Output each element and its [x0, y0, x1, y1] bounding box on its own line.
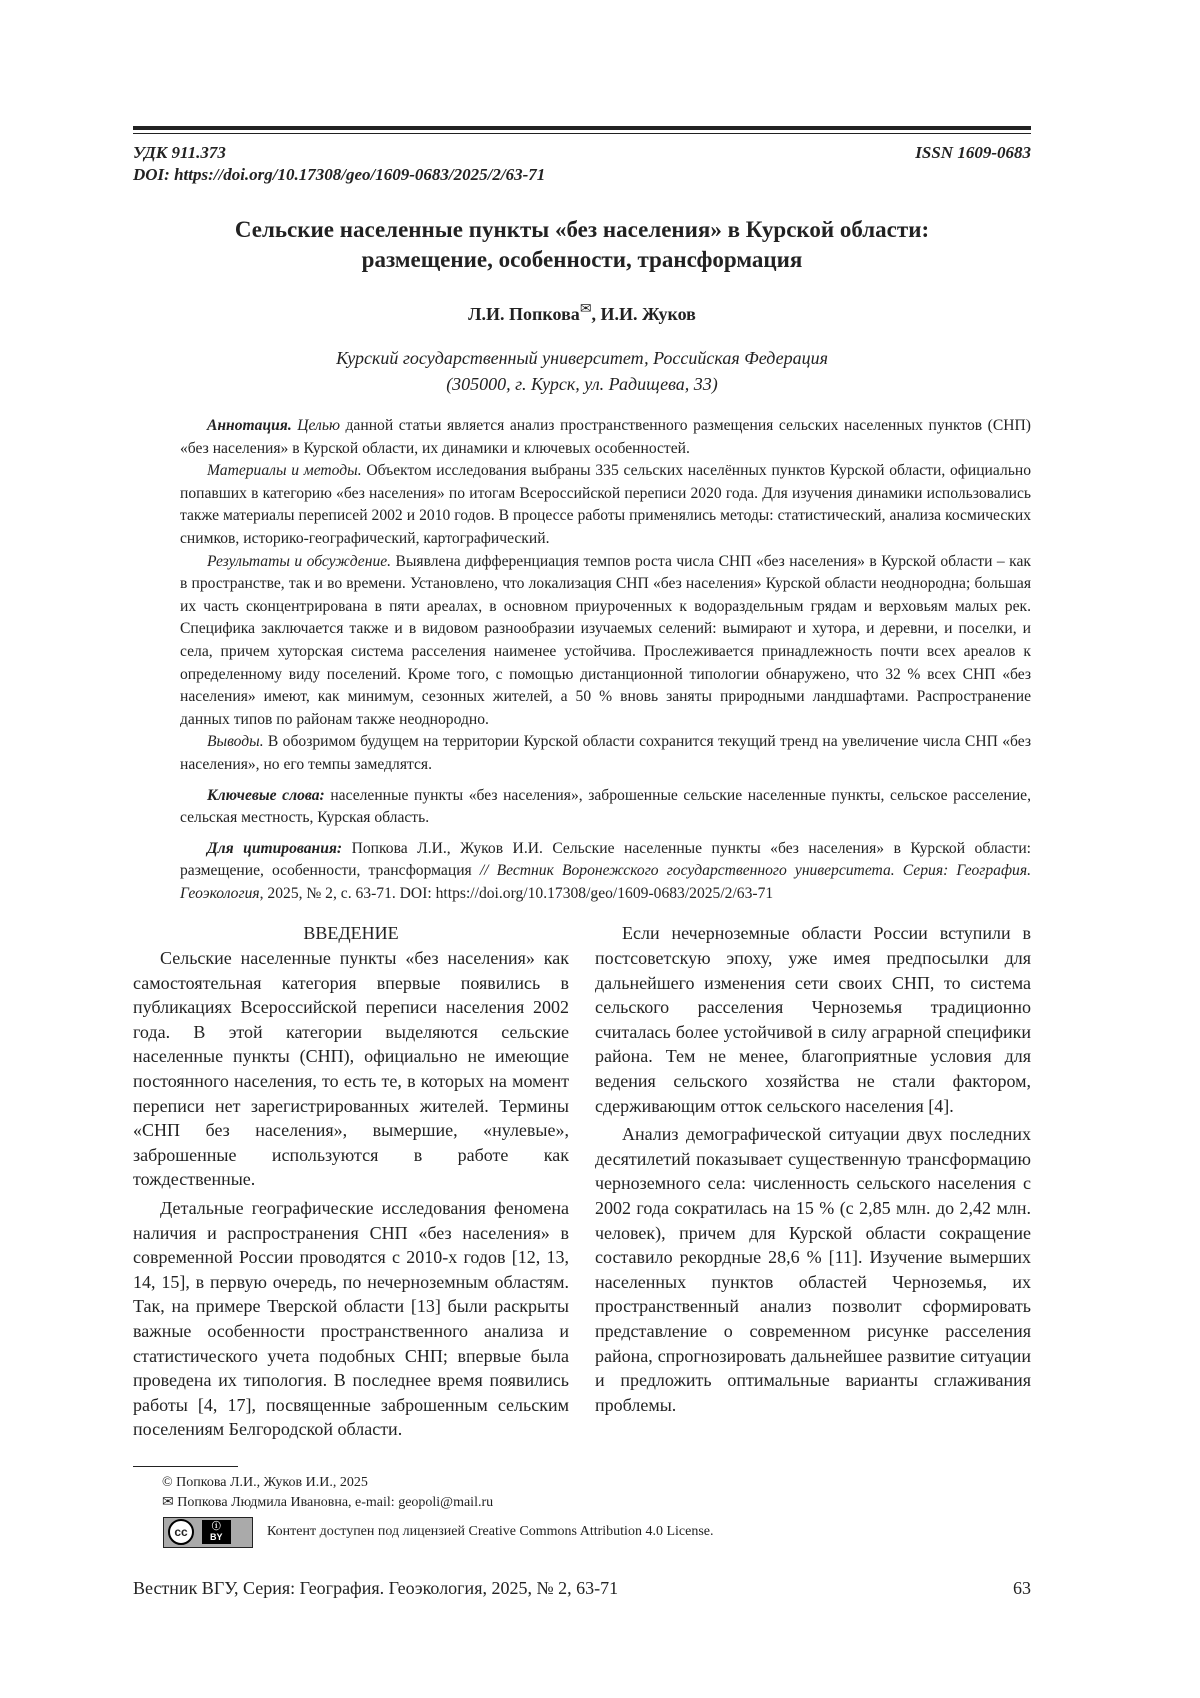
title-line-1: Сельские населенные пункты «без населения» в Курской области:: [133, 215, 1031, 245]
paragraph: Детальные географические исследования феномена наличия и распространения СНП «без населения» в современной России проводятся с 2010-х годов [12, 13, 14, 15], в первую очередь, по нечерноземным областям. Так, на примере Тверской области [13] были раскрыты важные особенности пространственного анализа и статистического учета подобных СНП; впервые была проведена их типология. В последнее время появились работы [4, 17], посвященные заброшенным сельским поселениям Белгородской области.: [133, 1196, 569, 1442]
author-1: Л.И. Попкова: [468, 304, 580, 324]
mail-icon: ✉: [580, 302, 592, 317]
cc-logo: cc: [168, 1519, 194, 1545]
label: Аннотация.: [207, 417, 292, 434]
issn: ISSN 1609-0683: [915, 143, 1031, 163]
license-text: Контент доступен под лицензией Creative Commons Attribution 4.0 License.: [267, 1522, 713, 1542]
text: В обозримом будущем на территории Курской области сохранится текущий тренд на увеличение числа СНП «без населения», но его темпы замедлятся.: [180, 733, 1031, 773]
author-2: , И.И. Жуков: [592, 304, 696, 324]
citation: [180, 838, 1031, 906]
text: Выявлена дифференциация темпов роста числа СНП «без населения» в Курской области – как в пространстве, так и во времени. Установлено, что локализация СНП «без населения» Курской области неоднородна; большая их часть сконцентрирована в пяти ареалах, в основном приуроченных к водораздельным грядам и верховьям малых рек. Специфика заключается также и в видовом разнообразии изучаемых селений: вымирают и хутора, и деревни, и поселки, и села, причем хуторская система расселения наименее устойчива. Прослеживается принадлежность почти всех ареалов к определенному виду поселений. Кроме того, с помощью дистанционной типологии обнаружено, что 32 % всех СНП «без населения» имеют, как минимум, сезонных жителей, а 50 % вновь заняты природными ландшафтами. Распространение данных типов по районам также неоднородно.: [180, 553, 1031, 728]
abstract-aim: [180, 415, 1031, 460]
page-footer: [133, 1576, 1031, 1600]
page-number: 63: [1013, 1576, 1031, 1600]
by-icon: ⓘ BY: [202, 1520, 231, 1544]
abstract-results: [180, 551, 1031, 732]
contact-note: [162, 1493, 1031, 1513]
footnotes: [133, 1466, 1031, 1548]
abstract-conclusions: [180, 731, 1031, 776]
text: данной статьи является анализ пространственного размещения сельских населенных пунктов (СНП) «без населения» в Курской области, их динамики и ключевых особенностей.: [180, 417, 1031, 457]
content-flow: [133, 0, 1031, 1660]
contact-text: Попкова Людмила Ивановна, e-mail: geopoli@mail.ru: [177, 1495, 493, 1510]
paragraph: Анализ демографической ситуации двух последних десятилетий показывает существенную трансформацию черноземного села: численность сельского населения с 2002 года сократилась на 15 % (с 2,85 млн. до 2,42 млн. человек), причем для Курской области сокращение составило рекордные 28,6 % [11]. Изучение вымерших населенных пунктов областей Черноземья, их пространственный анализ позволит сформировать представление о современном рисунке расселения района, спрогнозировать дальнейшее развитие ситуации и предложить оптимальные варианты сглаживания проблемы.: [595, 1122, 1031, 1417]
license-row: [163, 1517, 1031, 1548]
label: Для цитирования:: [207, 840, 342, 857]
keywords: [180, 785, 1031, 830]
affiliation-line-1: Курский государственный университет, Российская Федерация: [133, 345, 1031, 371]
cc-license-badge: [163, 1517, 253, 1548]
footnote-rule: [133, 1466, 238, 1467]
label: Выводы.: [207, 733, 264, 750]
copyright-note: © Попкова Л.И., Жуков И.И., 2025: [162, 1473, 1031, 1493]
text: населенные пункты «без населения», заброшенные сельские населенные пункты, сельское расселение, сельская местность, Курская область.: [180, 787, 1031, 827]
text: Объектом исследования выбраны 335 сельских населённых пунктов Курской области, официально попавших в категорию «без населения» по итогам Всероссийской переписи 2020 года. Для изучения динамики использовались также материалы переписей 2002 и 2010 годов. В процессе работы применялись методы: статистический, анализа космических снимков, историко-географический, картографический.: [180, 462, 1031, 547]
abstract: [180, 415, 1031, 905]
left-column: [133, 921, 569, 1441]
label: Результаты и обсуждение.: [207, 553, 391, 570]
udk: УДК 911.373: [133, 143, 226, 163]
journal: // Вестник Воронежского государственного университета. Серия: География. Геоэкология: [180, 862, 1031, 902]
by-label: BY: [210, 1532, 223, 1543]
footer-journal: Вестник ВГУ, Серия: География. Геоэкология, 2025, № 2, 63-71: [133, 1576, 618, 1600]
paragraph: Сельские населенные пункты «без населения» как самостоятельная категория впервые появились в публикациях Всероссийской переписи населения 2002 года. В этой категории выделяются сельские населенные пункты (СНП), официально не имеющие постоянного населения, то есть те, в которых на момент переписи нет зарегистрированных жителей. Термины «СНП без населения», вымершие, «нулевые», заброшенные используются в работе как тождественные.: [133, 946, 569, 1192]
text: Попкова Л.И., Жуков И.И. Сельские населенные пункты «без населения» в Курской области: размещение, особенности, трансформация: [180, 840, 1031, 880]
body-columns: [133, 921, 1031, 1441]
affiliation-address: (305000, г. Курск, ул. Радищева, 33): [133, 371, 1031, 397]
label: Целью: [292, 417, 340, 434]
title-line-2: размещение, особенности, трансформация: [133, 245, 1031, 275]
text: , 2025, № 2, с. 63-71. DOI: https://doi.org/10.17308/geo/1609-0683/2025/2/63-71: [260, 885, 774, 902]
abstract-methods: [180, 460, 1031, 550]
label: Ключевые слова:: [207, 787, 325, 804]
doi: DOI: https://doi.org/10.17308/geo/1609-0683/2025/2/63-71: [133, 165, 545, 185]
label: Материалы и методы.: [207, 462, 362, 479]
section-heading: ВВЕДЕНИЕ: [133, 921, 569, 946]
paragraph: Если нечерноземные области России вступили в постсоветскую эпоху, уже имея предпосылки для дальнейшего изменения сети своих СНП, то система сельского расселения Черноземья традиционно считалась более устойчивой в силу аграрной специфики района. Тем не менее, благоприятные условия для ведения сельского хозяйства не стали фактором, сдерживающим отток сельского населения [4].: [595, 921, 1031, 1118]
mail-icon: ✉: [162, 1495, 177, 1510]
right-column: [595, 921, 1031, 1441]
paper-page: [0, 0, 1200, 1698]
